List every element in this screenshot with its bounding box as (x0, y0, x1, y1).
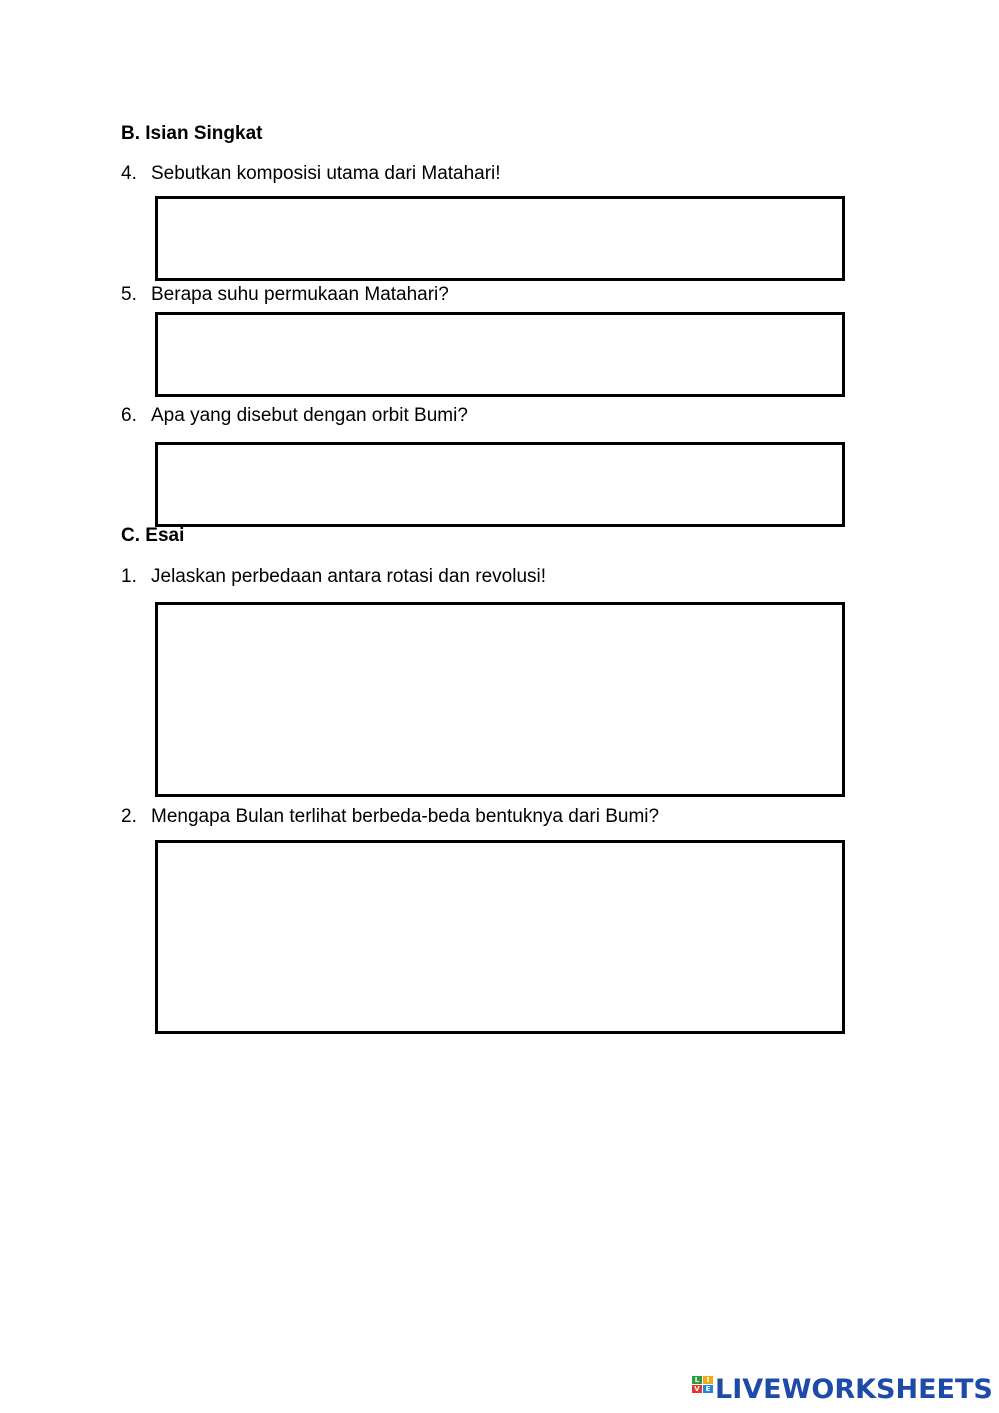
section-b-heading: B. Isian Singkat (121, 123, 263, 144)
essay-answer-box-1[interactable] (155, 602, 845, 797)
essay-answer-box-2[interactable] (155, 840, 845, 1034)
question-text: Jelaskan perbedaan antara rotasi dan revolusi! (151, 566, 547, 587)
question-text: Berapa suhu permukaan Matahari? (151, 284, 449, 305)
answer-box-6[interactable] (155, 442, 845, 527)
question-text: Mengapa Bulan terlihat berbeda-beda bentuknya dari Bumi? (151, 806, 660, 827)
question-text: Sebutkan komposisi utama dari Matahari! (151, 163, 501, 184)
question-number: 1. (121, 566, 137, 587)
essay-question-1 (121, 566, 546, 588)
liveworksheets-logo (692, 1372, 993, 1406)
liveworksheets-logo-icon (692, 1376, 712, 1402)
logo-mark-i: I (703, 1376, 713, 1384)
question-number: 6. (121, 405, 137, 426)
essay-question-2 (121, 806, 659, 828)
logo-mark-v: V (692, 1385, 702, 1393)
question-text: Apa yang disebut dengan orbit Bumi? (151, 405, 468, 426)
answer-box-5[interactable] (155, 312, 845, 397)
question-number: 4. (121, 163, 137, 184)
question-5 (121, 284, 449, 306)
question-6 (121, 405, 468, 427)
logo-mark-e: E (703, 1385, 713, 1393)
question-number: 5. (121, 284, 137, 305)
question-number: 2. (121, 806, 137, 827)
answer-box-4[interactable] (155, 196, 845, 281)
question-4 (121, 163, 501, 185)
section-c-heading: C. Esai (121, 525, 185, 546)
logo-mark-l: L (692, 1376, 702, 1384)
logo-text: LIVEWORKSHEETS (715, 1373, 993, 1405)
